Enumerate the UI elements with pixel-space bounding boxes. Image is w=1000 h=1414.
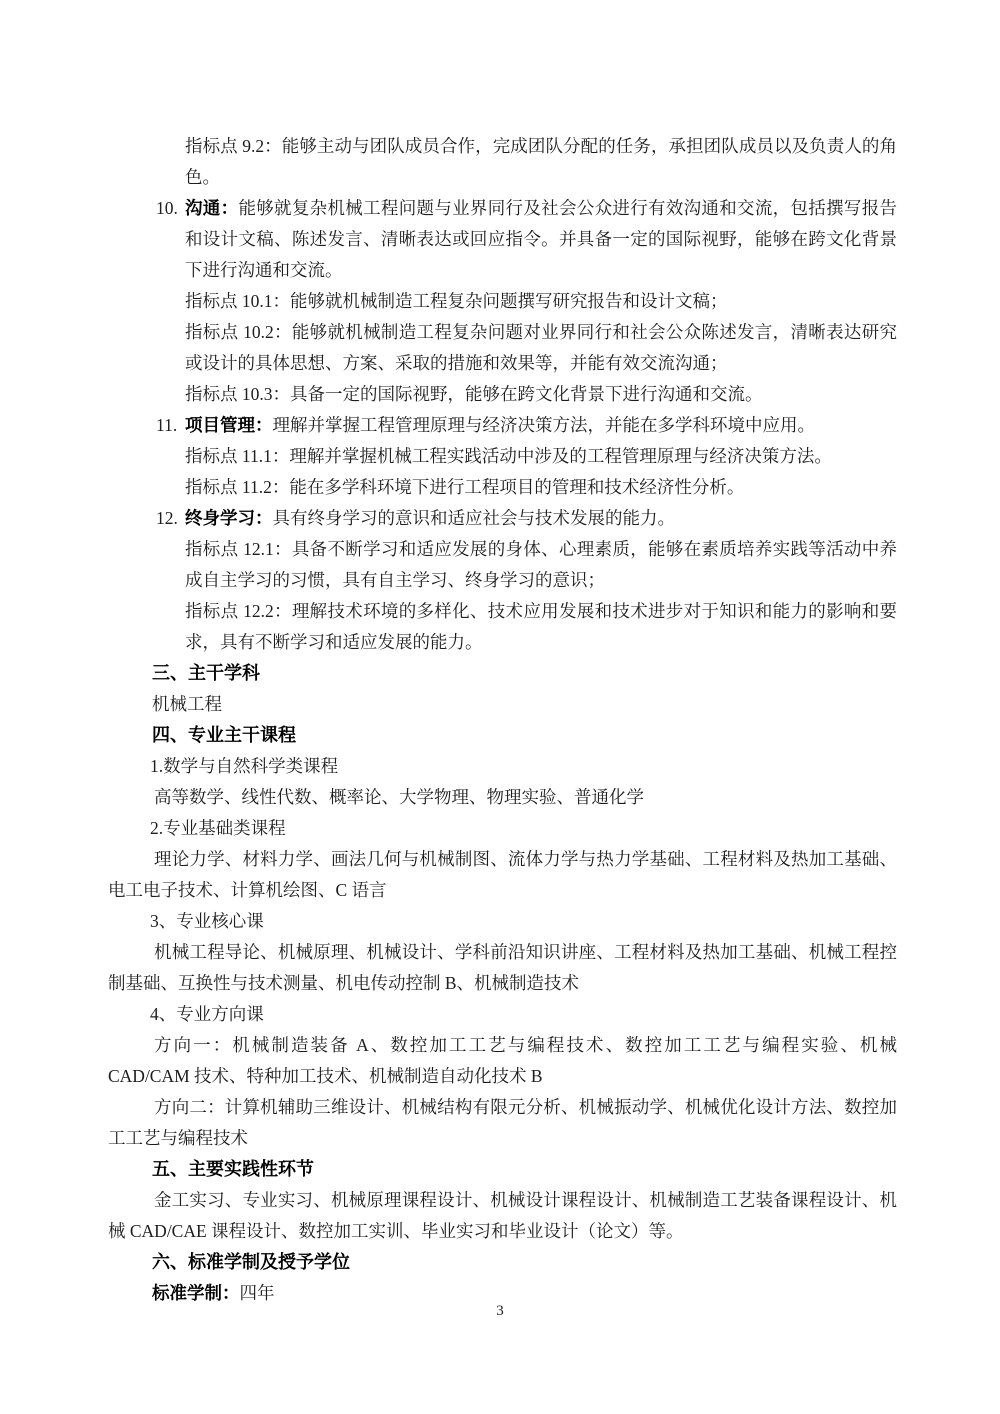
- indicator-point-11-1: 指标点 11.1：理解并掌握机械工程实践活动中涉及的工程管理原理与经济决策方法。: [185, 446, 832, 466]
- section-heading-six-schooling-degree: 六、标准学制及授予学位: [152, 1252, 350, 1272]
- list-item-11-label: 项目管理：: [185, 415, 273, 435]
- list-item-10-label: 沟通：: [185, 198, 239, 218]
- list-item-12-number: 12.: [156, 508, 178, 528]
- section-heading-three-main-discipline: 三、主干学科: [152, 663, 260, 683]
- indicator-point-11-2: 指标点 11.2：能在多学科环境下进行工程项目的管理和技术经济性分析。: [185, 477, 745, 497]
- page-number: 3: [496, 1303, 504, 1319]
- list-item-10-communication: [108, 193, 897, 286]
- indicator-point-12-1: 指标点 12.1：具备不断学习和适应发展的身体、心理素质，能够在素质培养实践等活动中养成自主学习的习惯，具有自主学习、终身学习的意识；: [185, 539, 897, 590]
- indicator-point-9-2: 指标点 9.2：能够主动与团队成员合作，完成团队分配的任务，承担团队成员以及负责人的角色。: [185, 136, 897, 187]
- indicator-point-10-3: 指标点 10.3：具备一定的国际视野，能够在跨文化背景下进行沟通和交流。: [185, 384, 763, 404]
- list-item-11-text: 理解并掌握工程管理原理与经济决策方法，并能在多学科环境中应用。: [272, 415, 815, 435]
- subsection-4-direction-courses-title: 4、专业方向课: [150, 1004, 264, 1024]
- course-list-direction-one: 方向一：机械制造装备 A、数控加工工艺与编程技术、数控加工工艺与编程实验、机械 CAD/CAM 技术、特种加工技术、机械制造自动化技术 B: [108, 1035, 897, 1086]
- list-item-11-number: 11.: [156, 415, 178, 435]
- section-heading-four-main-courses: 四、专业主干课程: [152, 725, 296, 745]
- indicator-point-10-1: 指标点 10.1：能够就机械制造工程复杂问题撰写研究报告和设计文稿；: [185, 291, 728, 311]
- schooling-length-label: 标准学制：: [152, 1283, 240, 1303]
- course-list-math-science: 高等数学、线性代数、概率论、大学物理、物理实验、普通化学: [154, 787, 644, 807]
- schooling-length-value: 四年: [239, 1283, 275, 1303]
- indicator-point-12-2: 指标点 12.2：理解技术环境的多样化、技术应用发展和技术进步对于知识和能力的影响和要求，具有不断学习和适应发展的能力。: [185, 601, 897, 652]
- practice-course-list: 金工实习、专业实习、机械原理课程设计、机械设计课程设计、机械制造工艺装备课程设计、机械 CAD/CAE 课程设计、数控加工实训、毕业实习和毕业设计（论文）等。: [108, 1190, 897, 1241]
- list-item-11-project-management: [108, 410, 897, 441]
- list-item-10-number: 10.: [156, 198, 178, 218]
- subsection-1-math-science-title: 1.数学与自然科学类课程: [150, 756, 339, 776]
- course-list-core-courses: 机械工程导论、机械原理、机械设计、学科前沿知识讲座、工程材料及热加工基础、机械工程控制基础、互换性与技术测量、机电传动控制 B、机械制造技术: [108, 942, 897, 993]
- major-discipline-text: 机械工程: [152, 694, 222, 714]
- list-item-12-text: 具有终身学习的意识和适应社会与技术发展的能力。: [272, 508, 675, 528]
- course-list-professional-basic: 理论力学、材料力学、画法几何与机械制图、流体力学与热力学基础、工程材料及热加工基础、电工电子技术、计算机绘图、C 语言: [108, 849, 897, 900]
- list-item-10-text: 能够就复杂机械工程问题与业界同行及社会公众进行有效沟通和交流，包括撰写报告和设计文稿、陈述发言、清晰表达或回应指令。并具备一定的国际视野，能够在跨文化背景下进行沟通和交流。: [185, 198, 898, 280]
- subsection-2-professional-basic-title: 2.专业基础类课程: [150, 818, 286, 838]
- list-item-12-lifelong-learning: [108, 503, 897, 534]
- section-heading-five-practice: 五、主要实践性环节: [152, 1159, 314, 1179]
- indicator-point-10-2: 指标点 10.2：能够就机械制造工程复杂问题对业界同行和社会公众陈述发言，清晰表达研究或设计的具体思想、方案、采取的措施和效果等，并能有效交流沟通；: [185, 322, 897, 373]
- list-item-12-label: 终身学习：: [185, 508, 273, 528]
- course-list-direction-two: 方向二：计算机辅助三维设计、机械结构有限元分析、机械振动学、机械优化设计方法、数控加工工艺与编程技术: [108, 1097, 897, 1148]
- subsection-3-core-courses-title: 3、专业核心课: [150, 911, 264, 931]
